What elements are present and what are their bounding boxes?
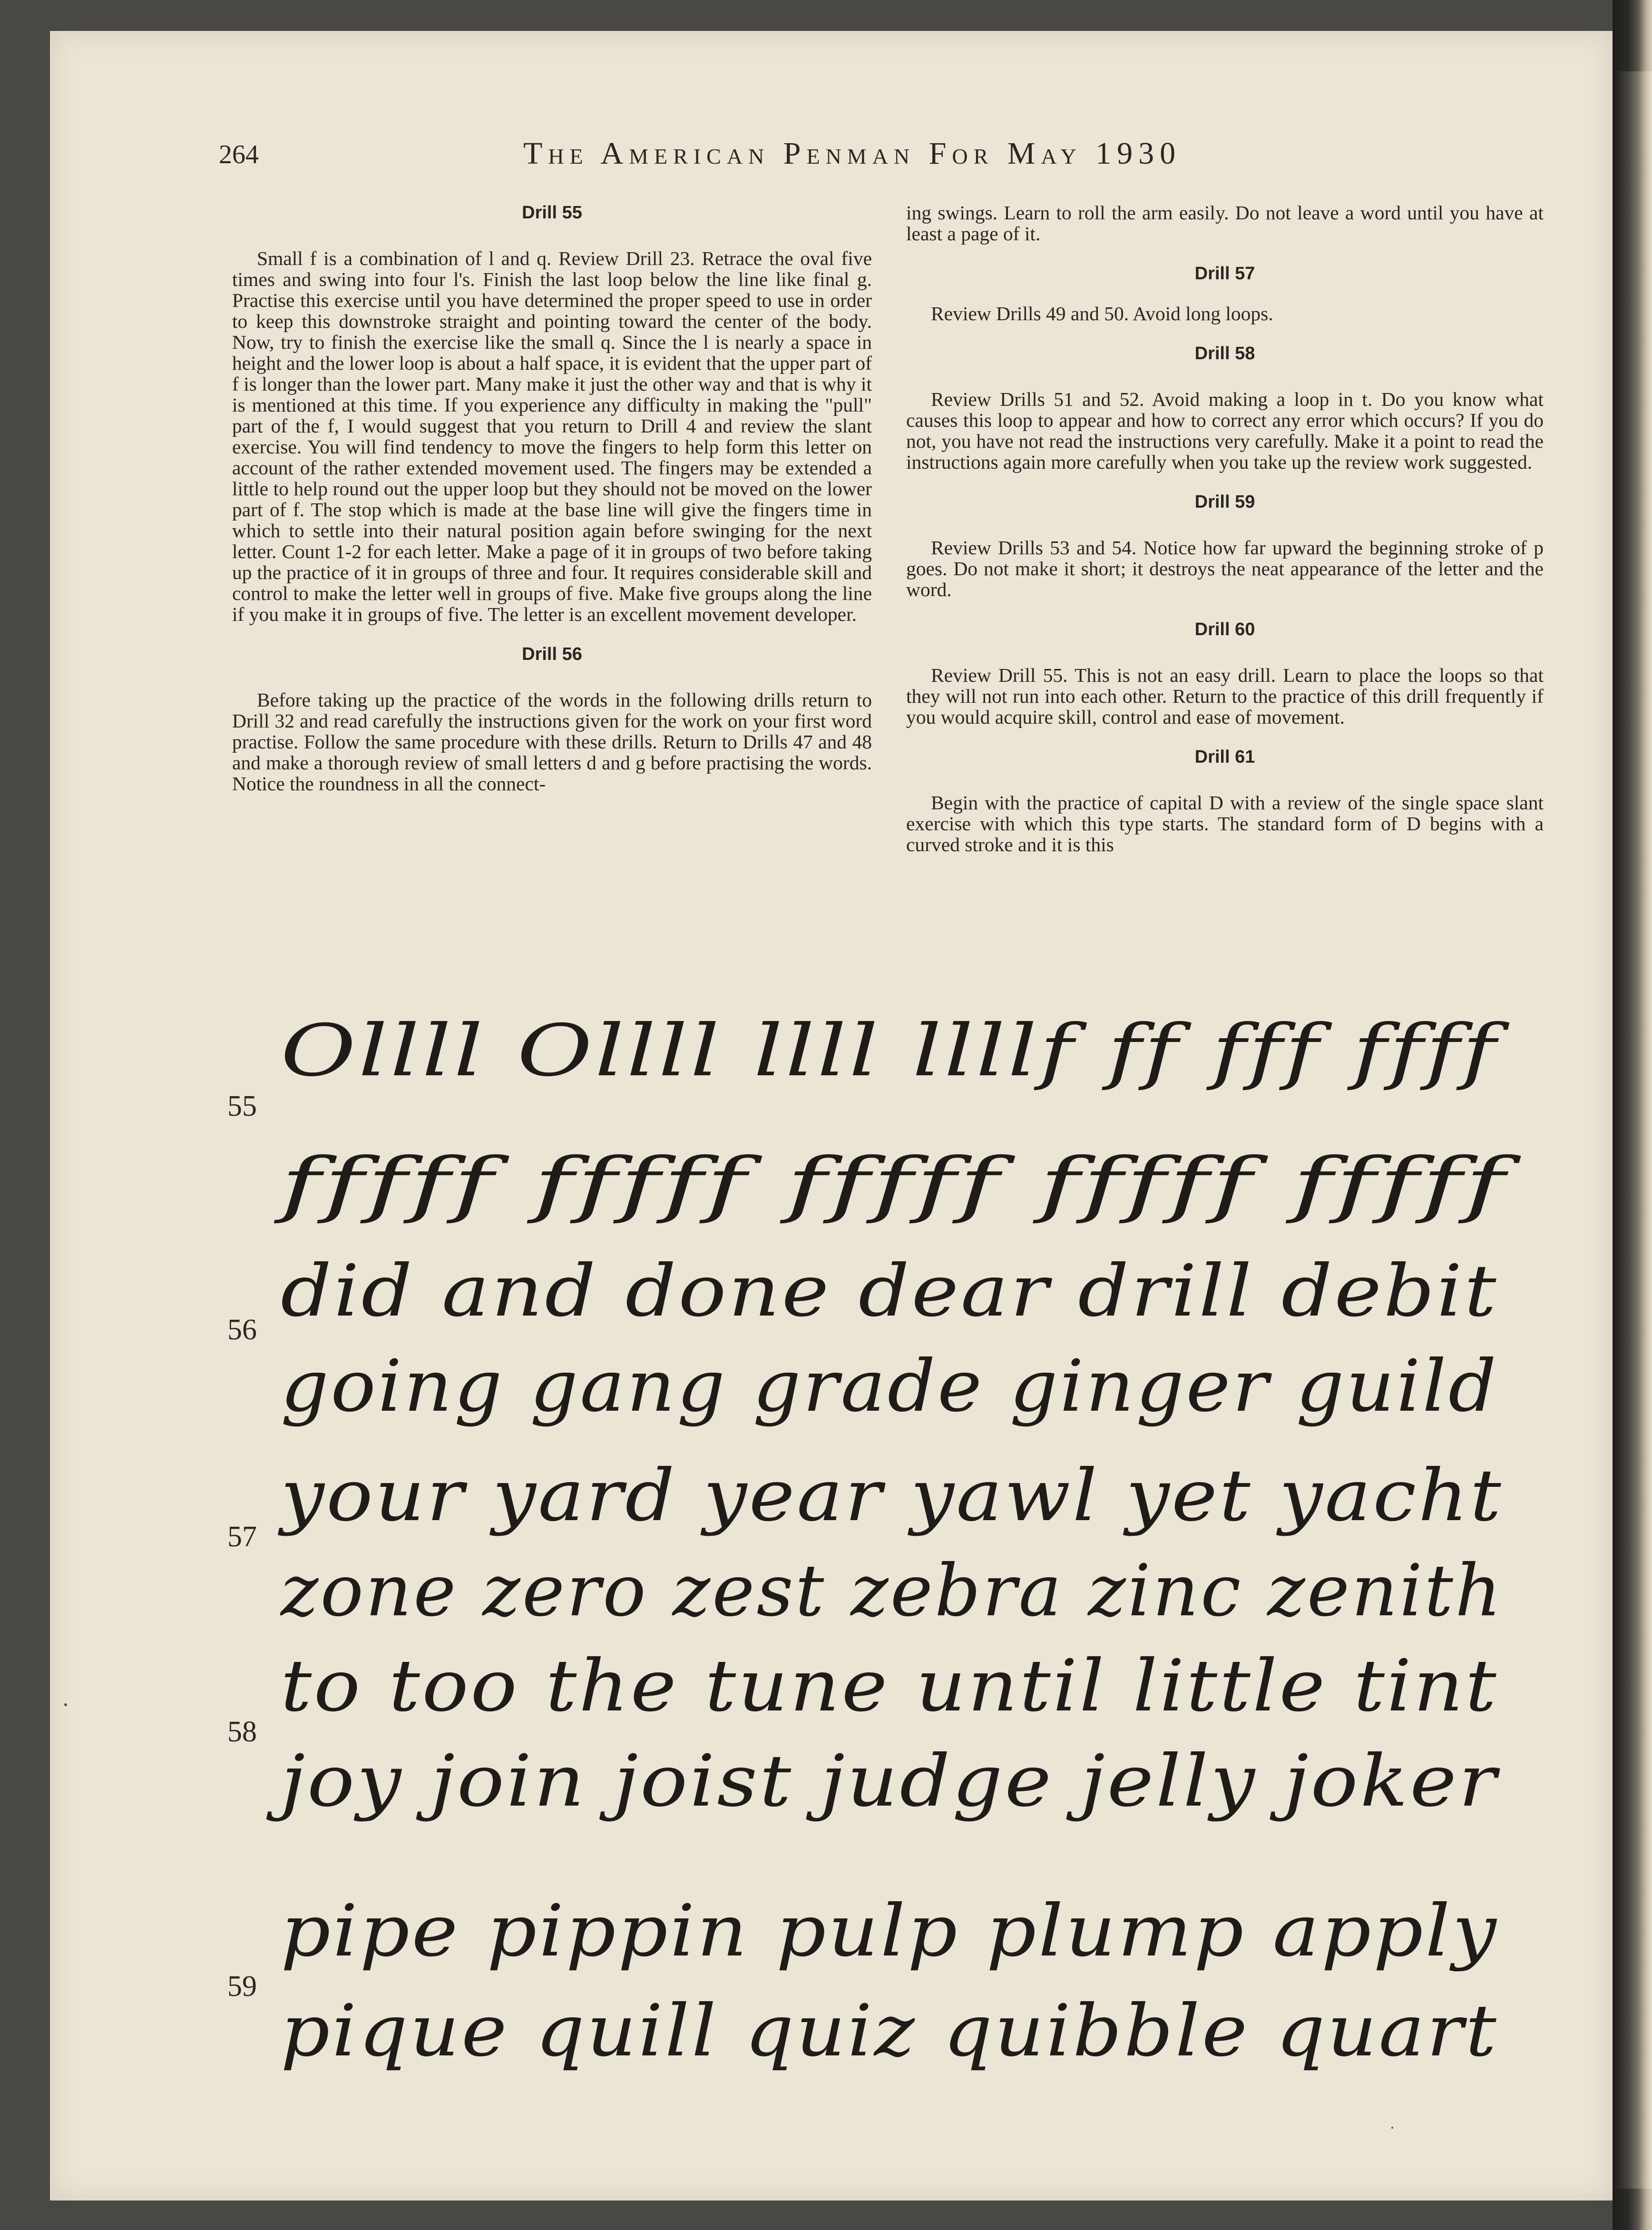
drill-55-text: Small f is a combination of l and q. Review Drill 23. Retrace the oval five times and swing into four l's. Finish the last loop below the line like final g. Practise this exercise until you have determined the proper speed to use in order to keep this downstroke straight and pointing toward the center of the body. Now, try to finish the exercise like the small q. Since the l is nearly a space in height and the lower loop is about a half space, it is evident that the upper part of f is longer than the lower part. Many make it just the other way and that is why it is mentioned at this time. If you experience any difficulty in making the "pull" part of the f, I would suggest that you return to Drill 4 and review the slant exercise. You will find tendency to move the fingers to help form this letter on account of the rather extended movement used. The fingers may be extended a little to help round out the upper loop but they should not be moved on the lower part of f. The stop which is made at the base line will give the fingers time in which to settle into their natural position again before swinging for the next letter. Count 1-2 for each letter. Make a page of it in groups of two before taking up the practice of it in groups of three and four. It requires considerable skill and control to make the letter well in groups of five. Make five groups along the line if you make it in groups of five. The letter is an excellent movement developer. — [232, 247, 872, 625]
drill-57-text: Review Drills 49 and 50. Avoid long loops. — [931, 303, 1273, 324]
script-drill-58-line-1-text: to too the tune until little tint — [281, 1645, 1498, 1728]
drill-60-heading: Drill 60 — [1194, 619, 1255, 639]
script-drill-57-line-1 — [247, 1442, 1541, 1551]
drill-57-heading: Drill 57 — [1194, 264, 1255, 284]
script-drill-56-line-2-text: going gang grade ginger guild — [281, 1345, 1498, 1428]
drill-61-text: Begin with the practice of capital D with a review of the single space slant exercise with which this type starts. The standard form of D begins with a curved stroke and it is this — [906, 792, 1544, 855]
script-drill-57-number: 57 — [227, 1521, 257, 1553]
script-drill-56-line-2 — [247, 1332, 1541, 1442]
script-drill-55-line-1 — [247, 994, 1541, 1104]
script-drill-59-line-1 — [247, 1875, 1541, 1984]
script-drill-55-line-2 — [247, 1128, 1541, 1237]
drill-55-heading: Drill 55 — [522, 203, 582, 223]
script-drill-57-line-2 — [247, 1537, 1541, 1646]
script-drill-59-line-2 — [247, 1975, 1541, 2084]
drill-56-heading: Drill 56 — [522, 644, 582, 664]
drill-56-text: Before taking up the practice of the words in the following drills return to Drill 32 and read carefully the instructions given for the work on your first word practise. Follow the same procedure with these drills. Return to Drills 47 and 48 and make a thorough review of small letters d and g before practising the words. Notice the roundness in all the connect- — [232, 689, 872, 795]
script-drill-57-line-1-text: your yard year yawl yet yacht — [277, 1454, 1503, 1537]
script-drill-56-line-1 — [247, 1237, 1541, 1346]
page-edge-highlight — [1615, 71, 1652, 2189]
right-column — [906, 202, 1544, 855]
script-drill-56-number: 56 — [227, 1314, 257, 1346]
script-drill-55-number: 55 — [227, 1090, 257, 1122]
paper-speck — [1391, 2127, 1393, 2129]
continuation-text: ing swings. Learn to roll the arm easily. Do not leave a word until you have at least a page of it. — [906, 202, 1544, 245]
drill-58-heading: Drill 58 — [1194, 344, 1255, 363]
drill-59-text: Review Drills 53 and 54. Notice how far upward the beginning stroke of p goes. Do not make it short; it destroys the neat appearance of the letter and the word. — [906, 537, 1544, 600]
drill-61-heading: Drill 61 — [1194, 747, 1255, 767]
script-drill-58-number: 58 — [227, 1716, 257, 1748]
script-drill-58-line-2 — [247, 1727, 1541, 1837]
page-number: 264 — [219, 140, 259, 169]
paper-speck — [64, 1703, 67, 1706]
drill-58-text: Review Drills 51 and 52. Avoid making a loop in t. Do you know what causes this loop to appear and how to correct any error which occurs? If you do not, you have not read the instructions very carefully. Make it a point to read the instructions again more carefully when you take up the review work suggested. — [906, 388, 1544, 473]
drill-60-text: Review Drill 55. This is not an easy drill. Learn to place the loops so that they will not run into each other. Return to the practice of this drill frequently if you would acquire skill, control and ease of movement. — [906, 664, 1544, 728]
drill-59-heading: Drill 59 — [1194, 492, 1255, 512]
left-column — [232, 202, 872, 794]
script-drill-57-line-2-text: zone zero zest zebra zinc zenith — [279, 1550, 1503, 1632]
script-drill-55-line-1-text: Ollll Ollll llll llllf ff fff ffff — [281, 1010, 1510, 1092]
script-drill-56-line-1-text: did and done dear drill debit — [281, 1250, 1498, 1333]
running-head: The American Penman For May 1930 — [523, 136, 1182, 171]
script-drill-59-line-2-text: pique quill quiz quibble quart — [281, 1990, 1498, 2073]
script-drill-58-line-1 — [247, 1632, 1541, 1741]
script-drill-55-line-2-text: fffff fffff fffff fffff fffff — [273, 1143, 1522, 1226]
script-drill-58-line-2-text: joy join joist judge jelly joker — [266, 1740, 1501, 1823]
script-drill-59-number: 59 — [227, 1970, 257, 2003]
script-drill-59-line-1-text: pipe pippin pulp plump apply — [281, 1890, 1498, 1973]
